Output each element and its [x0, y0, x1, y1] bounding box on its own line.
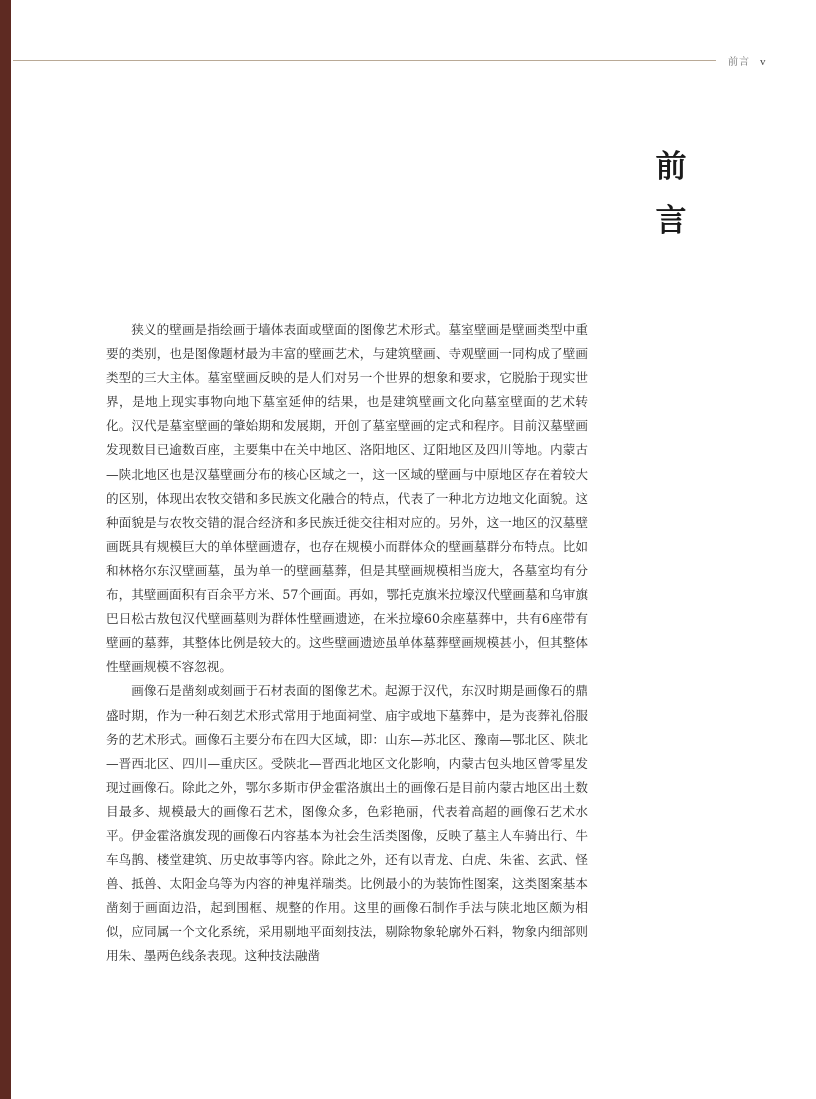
chapter-title	[646, 140, 696, 248]
book-spine-edge	[0, 0, 11, 1099]
paragraph-2: 画像石是凿刻或刻画于石材表面的图像艺术。起源于汉代，东汉时期是画像石的鼎盛时期，作为一种石刻艺术形式常用于地面祠堂、庙宇或地下墓葬中，是为丧葬礼俗服务的艺术形式。画像石主要分布在四大区域，即：山东—苏北区、豫南—鄂北区、陕北—晋西北区、四川—重庆区。受陕北—晋西北地区文化影响，内蒙古包头地区曾零星发现过画像石。除此之外，鄂尔多斯市伊金霍洛旗出土的画像石是目前内蒙古地区出土数目最多、规模最大的画像石艺术，图像众多，色彩艳丽，代表着高超的画像石艺术水平。伊金霍洛旗发现的画像石内容基本为社会生活类图像，反映了墓主人车骑出行、牛车鸟鹊、楼堂建筑、历史故事等内容。除此之外，还有以青龙、白虎、朱雀、玄武、怪兽、抵兽、太阳金乌等为内容的神鬼祥瑞类。比例最小的为装饰性图案，这类图案基本凿刻于画面边沿，起到围框、规整的作用。这里的画像石制作手法与陕北地区颇为相似，应同属一个文化系统，采用剔地平面刻技法，剔除物象轮廓外石料，物象内细部则用朱、墨两色线条表现。这种技法融凿	[106, 683, 588, 964]
running-head-section: 前言	[728, 57, 750, 68]
header-rule	[13, 60, 716, 61]
page-number: v	[760, 56, 767, 68]
chapter-title-char-1: 前	[655, 149, 687, 185]
body-text	[106, 318, 588, 969]
paragraph-1: 狭义的壁画是指绘画于墙体表面或壁面的图像艺术形式。墓室壁画是壁画类型中重要的类别，也是图像题材最为丰富的壁画艺术，与建筑壁画、寺观壁画一同构成了壁画类型的三大主体。墓室壁画反映的是人们对另一个世界的想象和要求，它脱胎于现实世界，是地上现实事物向地下墓室延伸的结果，也是建筑壁画文化向墓室壁面的艺术转化。汉代是墓室壁画的肇始期和发展期，开创了墓室壁画的定式和程序。目前汉墓壁画发现数目已逾数百座，主要集中在关中地区、洛阳地区、辽阳地区及四川等地。内蒙古—陕北地区也是汉墓壁画分布的核心区域之一，这一区域的壁画与中原地区存在着较大的区别，体现出农牧交错和多民族文化融合的特点，代表了一种北方边地文化面貌。这种面貌是与农牧交错的混合经济和多民族迁徙交往相对应的。另外，这一地区的汉墓壁画既具有规模巨大的单体壁画遗存，也存在规模小而群体众的壁画墓群分布特点。比如和林格尔东汉壁画墓，虽为单一的壁画墓葬，但是其壁画规模相当庞大，各墓室均有分布，其壁画面积有百余平方米、57个画面。再如，鄂托克旗米拉壕汉代壁画墓和乌审旗巴日松古敖包汉代壁画墓则为群体性壁画遗迹，在米拉壕60余座墓葬中，共有6座带有壁画的墓葬，其整体比例是较大的。这些壁画遗迹虽单体墓葬壁画规模甚小，但其整体性壁画规模不容忽视。	[106, 322, 588, 675]
running-head	[728, 53, 767, 68]
chapter-title-char-2: 言	[655, 203, 687, 239]
